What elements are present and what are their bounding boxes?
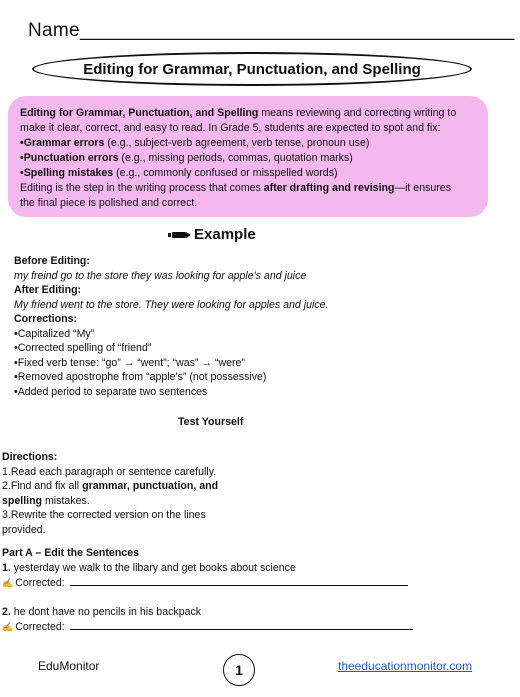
name-label: Name: [28, 20, 80, 41]
worksheet-title-text: Editing for Grammar, Punctuation, and Spelling: [83, 60, 421, 78]
directions-section: [2, 450, 218, 537]
before-text: my freind go to the store they was looking for apple's and juice: [14, 269, 307, 282]
correction-item: •Corrected spelling of “friend”: [14, 342, 152, 354]
page-number: 1: [223, 654, 255, 686]
part-a-section: [2, 546, 413, 635]
direction-step-3: 3.Rewrite the corrected version on the lines: [2, 509, 206, 521]
correction-item: •Removed apostrophe from “apple's” (not possessive): [14, 371, 267, 383]
after-label: After Editing:: [14, 284, 82, 296]
info-bullet-grammar: •Grammar errors (e.g., subject-verb agreement, verb tense, pronoun use): [20, 137, 370, 149]
corrected-label: Corrected:: [15, 577, 68, 589]
answer-row-1: [2, 575, 413, 591]
example-heading: [172, 226, 256, 243]
info-line-7: the final piece is polished and correct.: [20, 197, 198, 209]
part-a-heading: Part A – Edit the Sentences: [2, 547, 139, 559]
example-section: [14, 254, 328, 399]
name-blank: ________________________________________: [79, 20, 515, 41]
pencil-icon: [172, 232, 186, 238]
correction-item: •Added period to separate two sentences: [14, 385, 208, 398]
info-line-1: Editing for Grammar, Punctuation, and Spelling means reviewing and correcting writing to: [20, 107, 457, 119]
writing-hand-icon: ✍: [2, 622, 14, 632]
answer-row-2: [2, 619, 413, 635]
writing-hand-icon: ✍: [2, 578, 14, 588]
test-yourself-heading: Test Yourself: [178, 416, 244, 428]
footer-brand: EduMonitor: [38, 659, 100, 673]
spacer: [2, 591, 413, 605]
info-bullet-spelling: •Spelling mistakes (e.g., commonly confused or misspelled words): [20, 167, 338, 179]
correction-item: •Fixed verb tense: “go” → “went”; “was” → “were”: [14, 356, 245, 369]
corrected-label: Corrected:: [15, 621, 68, 633]
footer-link[interactable]: theeducationmonitor.com: [338, 659, 473, 673]
answer-line-2[interactable]: [70, 619, 413, 630]
after-text: My friend went to the store. They were looking for apples and juice.: [14, 298, 329, 311]
direction-step-2: 2.Find and fix all grammar, punctuation, and: [2, 480, 219, 492]
direction-step-3b: provided.: [2, 523, 46, 536]
question-2: 2. he dont have no pencils in his backpack: [2, 605, 202, 618]
info-bullet-punctuation: •Punctuation errors (e.g., missing periods, commas, quotation marks): [20, 152, 353, 164]
correction-item: •Capitalized “My”: [14, 327, 95, 340]
question-1: 1. yesterday we walk to the libary and get books about science: [2, 561, 296, 574]
definition-box: [8, 96, 488, 217]
info-line-2: make it clear, correct, and easy to read. In Grade 5, students are expected to spot and fix:: [20, 122, 441, 134]
direction-step-1: 1.Read each paragraph or sentence carefully.: [2, 465, 217, 478]
answer-line-1[interactable]: [70, 575, 408, 586]
corrections-label: Corrections:: [14, 313, 77, 325]
worksheet-title: [32, 52, 472, 86]
directions-label: Directions:: [2, 451, 58, 463]
name-field: [28, 20, 515, 42]
info-line-6: Editing is the step in the writing process that comes after drafting and revising—it ensures: [20, 182, 451, 194]
example-heading-text: Example: [194, 226, 256, 243]
before-label: Before Editing:: [14, 255, 90, 267]
direction-step-2b: spelling mistakes.: [2, 494, 90, 507]
